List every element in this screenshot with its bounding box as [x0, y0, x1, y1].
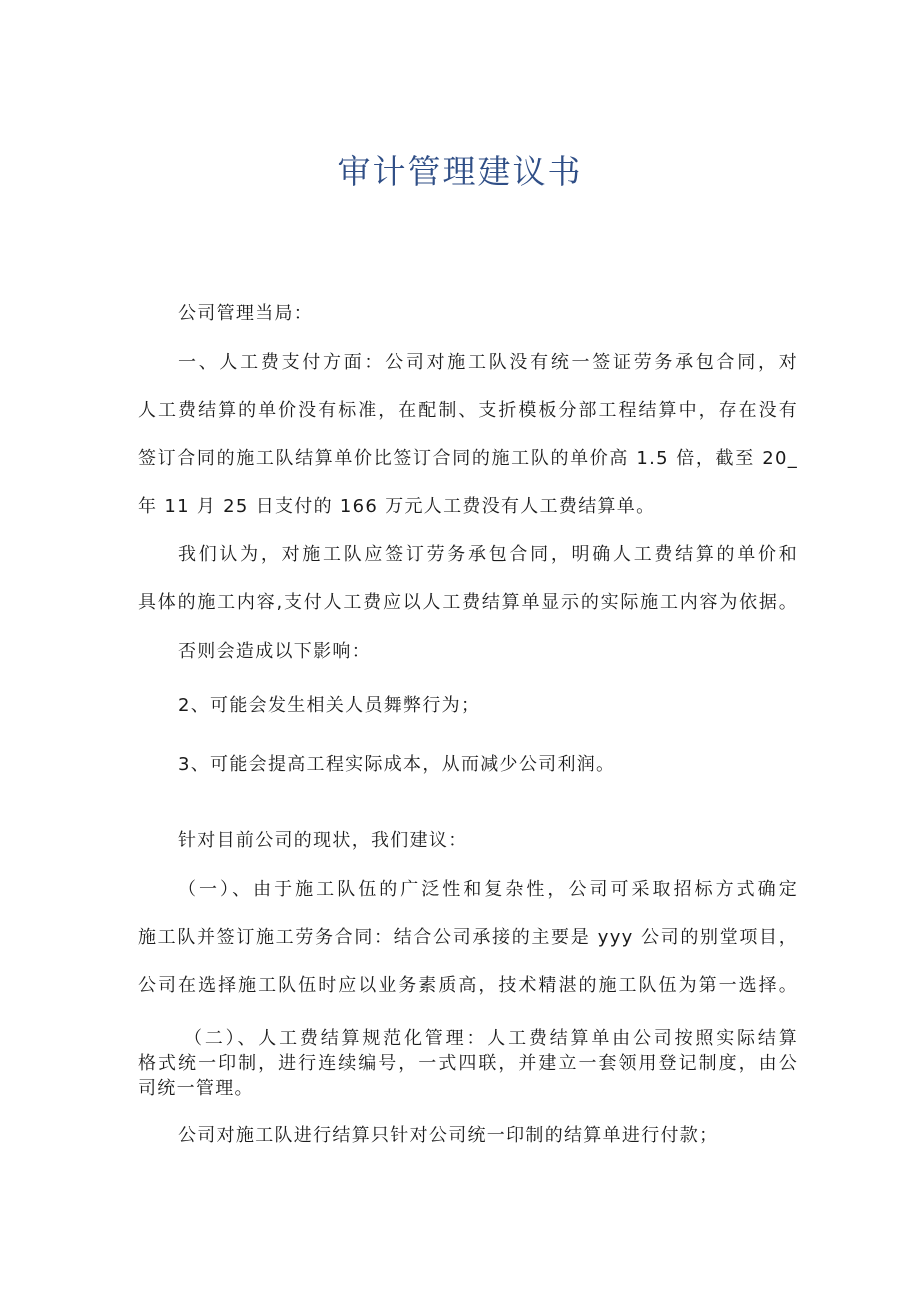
suggest1-line2: 施工队并签订施工劳务合同：结合公司承接的主要是 yyy 公司的别堂项目，: [138, 927, 798, 948]
suggest1-line1: （一）、由于施工队伍的广泛性和复杂性，公司可采取招标方式确定: [178, 879, 798, 900]
suggest2-line3: 司统一管理。: [138, 1078, 254, 1099]
para2-line1: 我们认为，对施工队应签订劳务承包合同，明确人工费结算的单价和: [178, 544, 798, 565]
para1-line4: 年 11 月 25 日支付的 166 万元人工费没有人工费结算单。: [138, 496, 656, 517]
suggest1-line3: 公司在选择施工队伍时应以业务素质高，技术精湛的施工队伍为第一选择。: [138, 975, 798, 996]
para2-line2: 具体的施工内容,支付人工费应以人工费结算单显示的实际施工内容为依据。: [138, 592, 798, 613]
salutation: 公司管理当局：: [178, 303, 314, 324]
impact-item-3: 3、可能会提高工程实际成本，从而减少公司利润。: [178, 754, 616, 775]
suggest-intro: 针对目前公司的现状，我们建议：: [178, 830, 468, 851]
suggest2-line2: 格式统一印制，进行连续编号，一式四联，并建立一套领用登记制度，由公: [138, 1053, 798, 1074]
impact-item-2: 2、可能会发生相关人员舞弊行为；: [178, 695, 481, 716]
para1-line1: 一、人工费支付方面：公司对施工队没有统一签证劳务承包合同，对: [178, 352, 798, 373]
suggest2-line1: （二）、人工费结算规范化管理：人工费结算单由公司按照实际结算: [184, 1028, 798, 1049]
document-title: 审计管理建议书: [337, 152, 583, 191]
last-line: 公司对施工队进行结算只针对公司统一印制的结算单进行付款；: [178, 1125, 719, 1146]
para1-line3: 签订合同的施工队结算单价比签订合同的施工队的单价高 1.5 倍，截至 20_: [138, 448, 798, 469]
impact-intro: 否则会造成以下影响：: [178, 641, 371, 662]
para1-line2: 人工费结算的单价没有标准，在配制、支折模板分部工程结算中，存在没有: [138, 400, 798, 421]
